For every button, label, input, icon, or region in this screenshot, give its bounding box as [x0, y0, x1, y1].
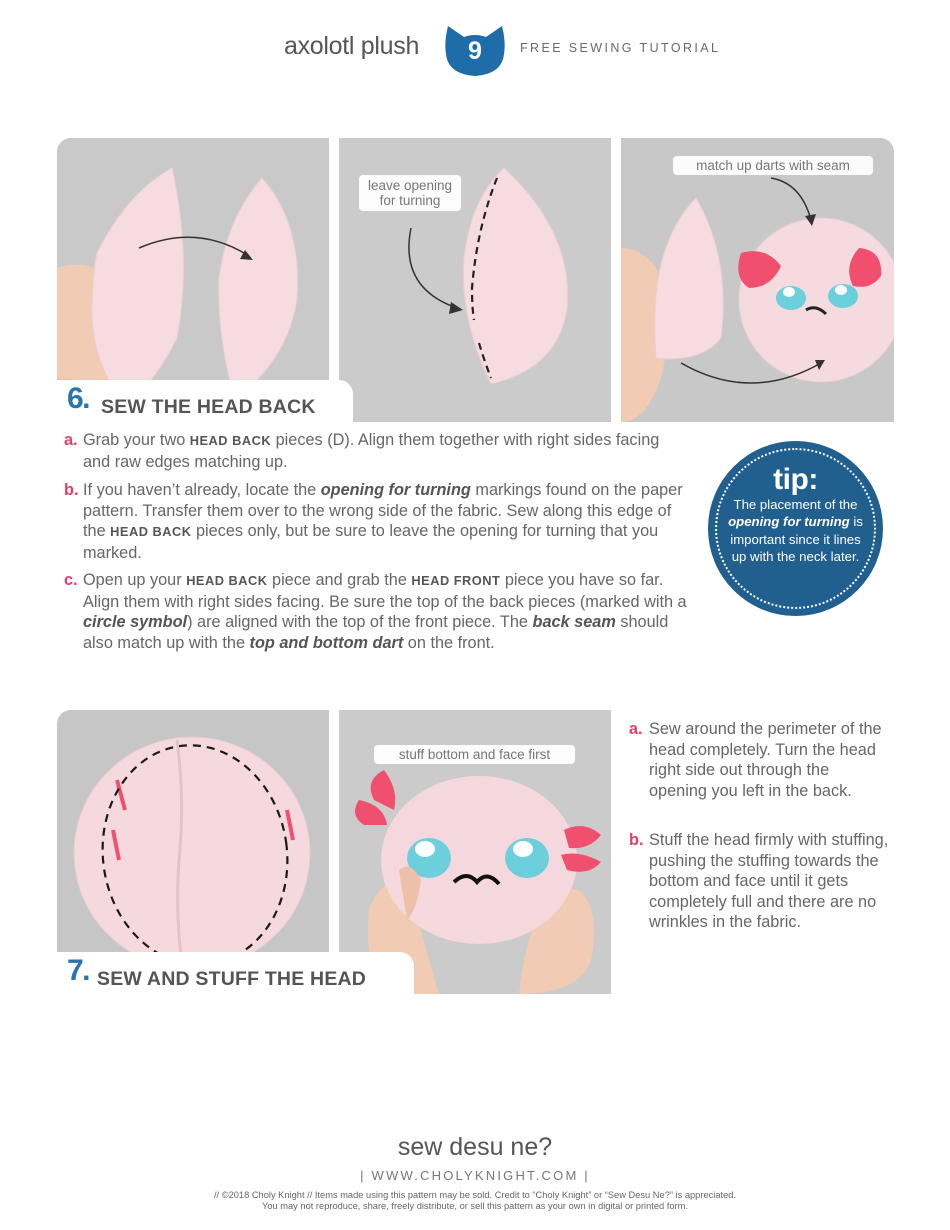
text: on the front. — [403, 633, 495, 652]
document-title: axolotl plush — [284, 32, 420, 60]
list-letter: b. — [64, 481, 79, 499]
pattern-piece-name: HEAD BACK — [189, 433, 272, 448]
text: Stuff the head firmly with stuffing, pushing the stuffing towards the bottom and face until it gets completely full and there are no wrinkles in the fabric. — [649, 831, 889, 931]
text: pieces (D). Align them together with right sides facing and raw edges matching up. — [83, 431, 660, 471]
text: is important since it lines up with the neck later. — [730, 514, 863, 565]
emphasis: top and bottom dart — [249, 633, 404, 652]
step-6-heading — [57, 380, 353, 424]
copyright-line-1: // ©2018 Choly Knight // Items made using this pattern may be sold. Credit to “Choly Knight” or “Sew Desu Ne?” is appreciated. — [213, 1190, 737, 1200]
text: piece and grab the — [267, 571, 412, 589]
list-letter: a. — [64, 431, 78, 449]
step-7-heading — [57, 952, 414, 996]
pattern-piece-name: HEAD FRONT — [411, 573, 501, 588]
list-letter: c. — [64, 571, 78, 589]
tip-text — [722, 496, 869, 566]
match-darts-label: match up darts with seam — [673, 156, 873, 175]
footer-website-link[interactable]: | WWW.CHOLYKNIGHT.COM | — [360, 1168, 590, 1183]
tip-heading: tip: — [773, 463, 818, 496]
copyright-line-2: You may not reproduce, share, freely distribute, or sell this pattern as your own in digital or printed form. — [262, 1201, 688, 1211]
emphasis: back seam — [532, 613, 616, 631]
step-number: 7. — [67, 954, 90, 987]
list-letter: a. — [629, 720, 643, 738]
text: markings found on the paper pattern. Transfer them over to the wrong side of the fabric. Sew along this edge of the — [83, 481, 683, 540]
pattern-piece-name: HEAD BACK — [110, 524, 192, 539]
step-title: SEW AND STUFF THE HEAD — [97, 968, 367, 990]
text: piece you have so far. Align them with right sides facing. Be sure the top of the back pieces (marked with a — [83, 571, 687, 611]
text: If you haven’t already, locate the — [83, 481, 321, 499]
pattern-piece-name: HEAD BACK — [186, 573, 268, 588]
emphasis: opening for turning — [320, 481, 471, 499]
footer-brand: sew desu ne? — [397, 1133, 553, 1161]
list-letter: b. — [629, 831, 644, 849]
text: Open up your — [83, 571, 187, 589]
page-number: 9 — [468, 37, 482, 65]
stuff-label: stuff bottom and face first — [374, 745, 575, 764]
text: should also match up with the — [83, 613, 669, 652]
text: ) are aligned with the top of the front piece. The — [187, 613, 533, 631]
step-number: 6. — [67, 382, 90, 415]
text: Grab your two — [83, 431, 190, 449]
document-subtitle: FREE SEWING TUTORIAL — [520, 41, 721, 55]
text: Sew around the perimeter of the head completely. Turn the head right side out through the opening you left in the back. — [649, 720, 882, 800]
step-title: SEW THE HEAD BACK — [101, 396, 316, 418]
text: The placement of the — [733, 497, 858, 512]
leave-opening-label: leave opening for turning — [359, 175, 461, 211]
tip-badge — [708, 441, 883, 616]
text: pieces only, but be sure to leave the opening for turning that you marked. — [83, 522, 659, 562]
emphasis: circle symbol — [83, 613, 188, 631]
emphasis: opening for turning — [728, 514, 850, 530]
photo-match-darts-with-seam — [621, 138, 894, 422]
